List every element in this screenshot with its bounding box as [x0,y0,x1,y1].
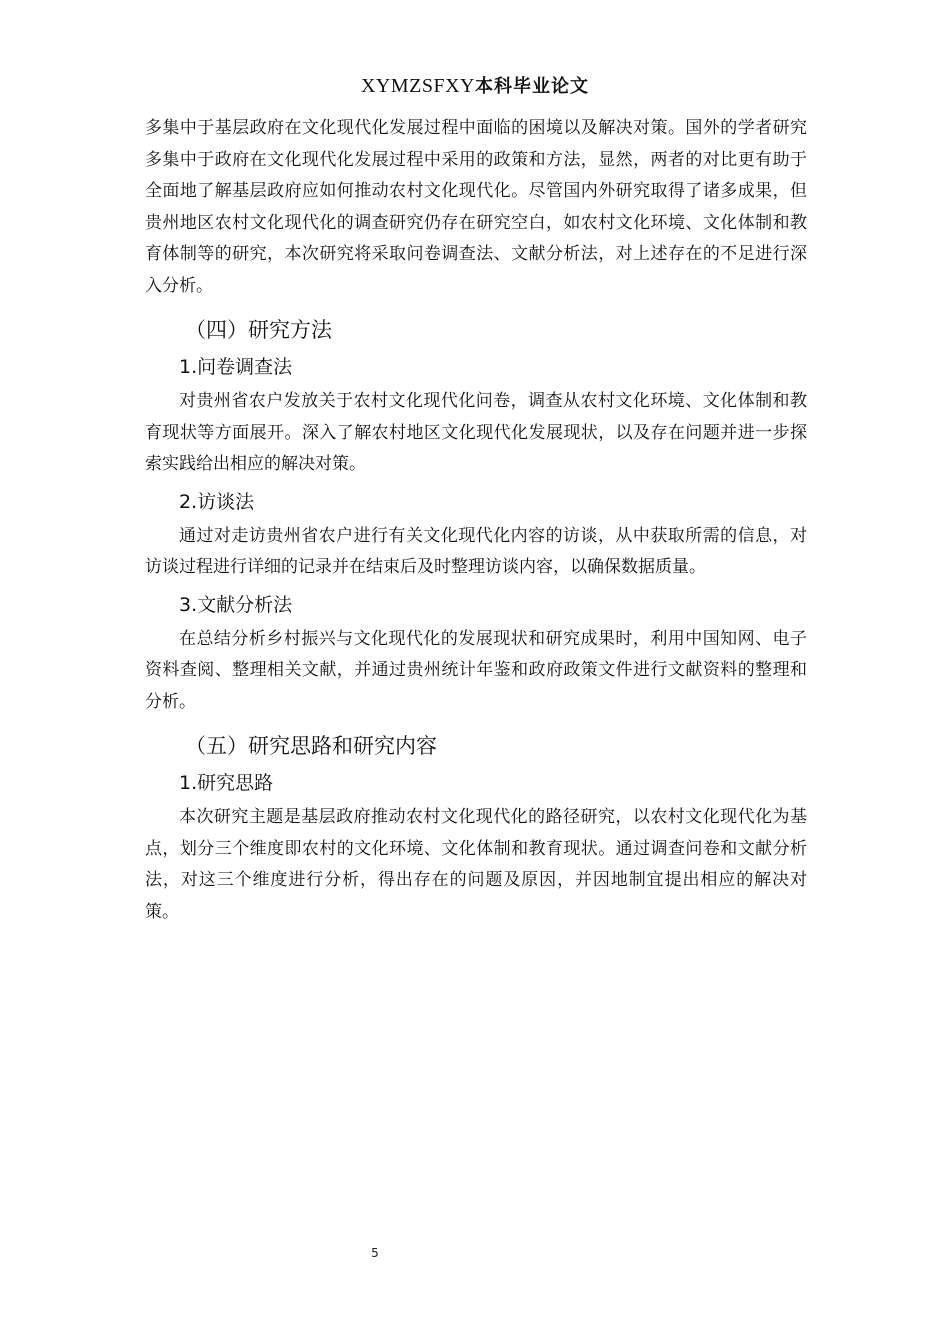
paragraph-literature-summary: 多集中于基层政府在文化现代化发展过程中面临的困境以及解决对策。国外的学者研究多集中于政府在文化现代化发展过程中采用的政策和方法，显然，两者的对比更有助于全面地了解基层政府应如何推动农村文化现代化。尽管国内外研究取得了诸多成果，但贵州地区农村文化现代化的调查研究仍存在研究空白，如农村文化环境、文化体制和教育体制等的研究，本次研究将采取问卷调查法、文献分析法，对上述存在的不足进行深入分析。 [145,118,807,296]
paragraph-research-approach: 本次研究主题是基层政府推动农村文化现代化的路径研究，以农村文化现代化为基点，划分三个维度即农村的文化环境、文化体制和教育现状。通过调查问卷和文献分析法，对这三个维度进行分析，得出存在的问题及原因，并因地制宜提出相应的解决对策。 [145,807,807,922]
header-title: 本科毕业论文 [475,76,590,97]
paragraph-literature-analysis: 在总结分析乡村振兴与文化现代化的发展现状和研究成果时，利用中国知网、电子资料查阅、整理相关文献，并通过贵州统计年鉴和政府政策文件进行文献资料的整理和分析。 [145,628,807,712]
document-body [145,113,807,928]
page-number: 5 [371,1246,379,1260]
running-header [0,72,950,101]
paragraph-questionnaire: 对贵州省农户发放关于农村文化现代化问卷，调查从农村文化环境、文化体制和教育现状等方面展开。深入了解农村地区文化现代化发展现状，以及存在问题并进一步探索实践给出相应的解决对策。 [145,391,807,474]
section-heading-methods: （四）研究方法 [185,318,332,342]
paragraph-interview: 通过对走访贵州省农户进行有关文化现代化内容的访谈，从中获取所需的信息，对访谈过程进行详细的记录并在结束后及时整理访谈内容，以确保数据质量。 [145,525,807,577]
subheading-literature-analysis: 3.文献分析法 [179,593,293,616]
subheading-interview: 2.访谈法 [179,490,255,513]
subheading-questionnaire: 1.问卷调查法 [179,356,293,378]
subheading-research-approach: 1.研究思路 [179,772,274,794]
section-heading-approach: （五）研究思路和研究内容 [185,734,437,758]
header-code: XYMZSFXY [360,75,476,97]
